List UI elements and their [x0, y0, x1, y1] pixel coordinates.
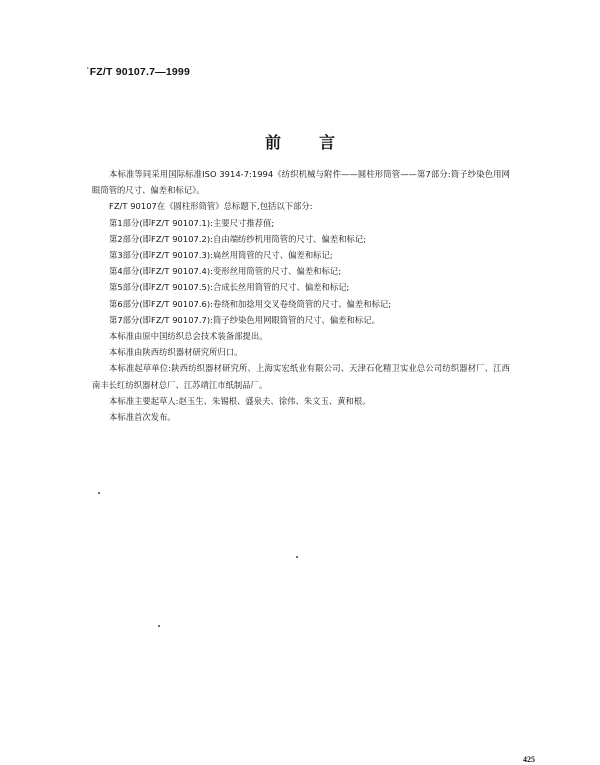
paragraph-drafters: 本标准主要起草人:赵玉生、朱锡根、盛泉夫、徐伟、朱文玉、黄和根。	[109, 395, 371, 406]
standard-code: ˙FZ/T 90107.7—1999	[86, 66, 190, 78]
list-item-part-6: 第6部分(即FZ/T 90107.6):卷绕和加捻用交叉卷绕筒管的尺寸、偏差和标记;	[109, 298, 392, 309]
scan-speck	[158, 625, 160, 627]
paragraph-series-intro: FZ/T 90107在《圆柱形筒管》总标题下,包括以下部分:	[109, 201, 313, 212]
paragraph-proposer: 本标准由原中国纺织总会技术装备部提出。	[109, 331, 268, 342]
scan-speck	[98, 492, 100, 494]
page-title: 前言	[264, 133, 373, 152]
list-item-part-4: 第4部分(即FZ/T 90107.4):变形丝用筒管的尺寸、偏差和标记;	[109, 266, 342, 277]
paragraph-drafting-units: 本标准起草单位:陕西纺织器材研究所、上海实宏纸业有限公司、天津石化精卫实业总公司纺织器材厂、江西南丰长红纺织器材总厂、江苏靖江市纸制品厂。	[92, 363, 510, 390]
paragraph-adoption: 本标准等同采用国际标准ISO 3914-7:1994《纺织机械与附件——圆柱形筒管——第7部分:筒子纱染色用网眼筒管的尺寸、偏差和标记》。	[92, 169, 510, 196]
paragraph-administrator: 本标准由陕西纺织器材研究所归口。	[109, 347, 243, 358]
list-item-part-2: 第2部分(即FZ/T 90107.2):自由端纺纱机用筒管的尺寸、偏差和标记;	[109, 233, 367, 244]
paragraph-first-release: 本标准首次发布。	[109, 412, 176, 423]
list-item-part-1: 第1部分(即FZ/T 90107.1):主要尺寸推荐值;	[109, 217, 275, 228]
scan-speck	[296, 556, 298, 558]
list-item-part-7: 第7部分(即FZ/T 90107.7):筒子纱染色用网眼筒管的尺寸、偏差和标记。	[109, 314, 380, 325]
document-body	[92, 166, 510, 425]
page-number: 425	[523, 755, 535, 764]
list-item-part-3: 第3部分(即FZ/T 90107.3):扁丝用筒管的尺寸、偏差和标记;	[109, 250, 333, 261]
list-item-part-5: 第5部分(即FZ/T 90107.5):合成长丝用筒管的尺寸、偏差和标记;	[109, 282, 350, 293]
